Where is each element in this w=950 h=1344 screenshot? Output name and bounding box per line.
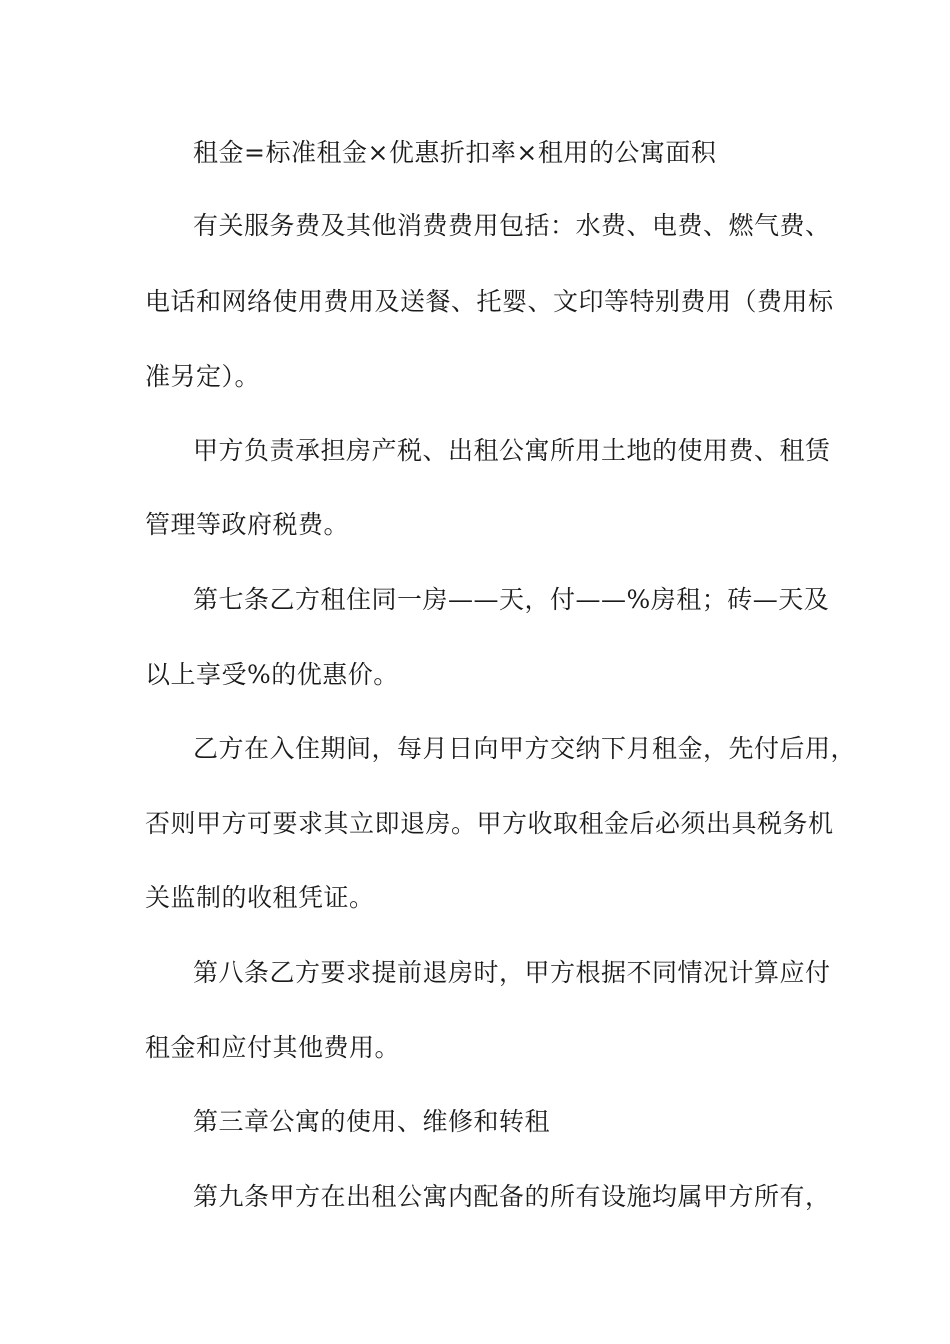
text-line: 租金=标准租金×优惠折扣率×租用的公寓面积 [193, 138, 717, 167]
text-line: 租金和应付其他费用。 [145, 1033, 401, 1062]
text-line: 乙方在入住期间，每月日向甲方交纳下月租金，先付后用， [193, 734, 857, 763]
text-line: 第八条乙方要求提前退房时，甲方根据不同情况计算应付 [193, 958, 831, 987]
text-line: 准另定）。 [145, 362, 261, 391]
text-line: 第九条甲方在出租公寓内配备的所有设施均属甲方所有， [193, 1182, 831, 1211]
section-heading: 第三章公寓的使用、维修和转租 [193, 1107, 551, 1136]
text-line: 电话和网络使用费用及送餐、托婴、文印等特别费用（费用标 [145, 287, 834, 316]
text-line: 有关服务费及其他消费费用包括：水费、电费、燃气费、 [193, 211, 831, 240]
text-line: 甲方负责承担房产税、出租公寓所用土地的使用费、租赁 [193, 436, 831, 465]
text-line: 管理等政府税费。 [145, 510, 350, 539]
text-line: 关监制的收租凭证。 [145, 883, 375, 912]
text-line: 以上享受%的优惠价。 [145, 660, 399, 689]
text-line: 第七条乙方租住同一房——天，付——%房租；砖—天及 [193, 585, 830, 614]
text-line: 否则甲方可要求其立即退房。甲方收取租金后必须出具税务机 [145, 809, 834, 838]
